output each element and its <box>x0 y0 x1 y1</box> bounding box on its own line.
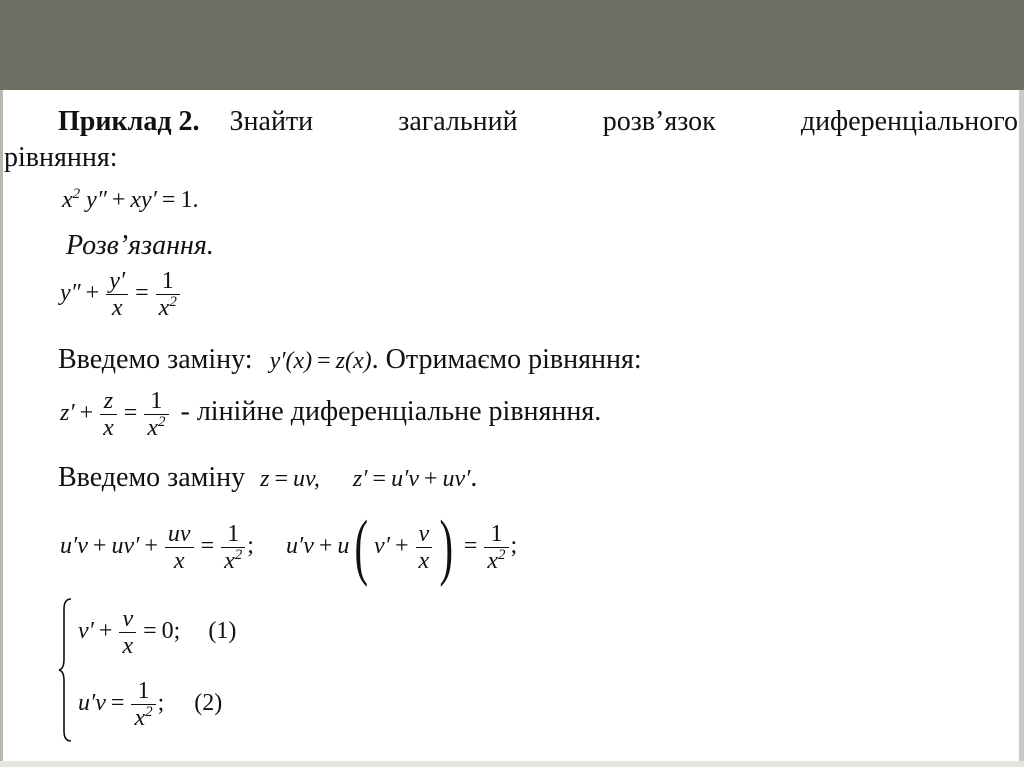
example-label: Приклад 2. <box>58 106 200 137</box>
substitution-line-2: Введемо заміну z = uv, z′ = u′v + uv′. <box>58 462 478 493</box>
system-equation-2: u′v = $\frac{1}{x^2}$ ; (2) <box>78 678 223 731</box>
example-heading <box>58 106 1018 138</box>
slide-frame-left <box>0 90 3 767</box>
substitution-suffix: . Отримаємо рівняння: <box>371 344 642 375</box>
substituted-equation: u′v + uv′ + $\frac{uv}{x}$ = $\frac{1}{x^2}$ ; u′v + u( v′ + $\frac{v}{x}$ ) = $\frac{1}{x^2}$ ; <box>60 506 518 588</box>
linear-note: - лінійне диференціальне рівняння. <box>180 396 602 428</box>
slide-frame-bottom <box>0 761 1024 767</box>
linear-equation: z′ + $\frac{z}{x}$ = $\frac{1}{x^2}$ - лінійне диференціальне рівняння. <box>60 388 602 441</box>
solution-label: Розв’язання. <box>66 230 214 261</box>
substitution2-prefix: Введемо заміну <box>58 462 246 493</box>
system-equation-1: v′ + $\frac{v}{x}$ = 0; (1) <box>78 606 237 659</box>
reduced-equation: y″ + $\frac{y'}{x}$ = $\frac{1}{x^2}$ <box>60 268 182 321</box>
equation-2-label: (2) <box>194 690 223 717</box>
example-text-continued: рівняння: <box>4 142 118 173</box>
equation-1-label: (1) <box>208 618 237 645</box>
system-brace <box>58 597 72 743</box>
slide-header-bar <box>0 0 1024 90</box>
substitution-line-1: Введемо заміну: y′(x) = z(x). Отримаємо рівняння: <box>58 344 642 375</box>
example-text: Знайти загальний розв’язок диференціального <box>229 106 1018 137</box>
main-equation: $x^2$ y″ + xy′ = 1. <box>62 186 199 213</box>
substitution-prefix: Введемо заміну: <box>58 344 253 375</box>
slide-frame-right <box>1019 90 1024 767</box>
